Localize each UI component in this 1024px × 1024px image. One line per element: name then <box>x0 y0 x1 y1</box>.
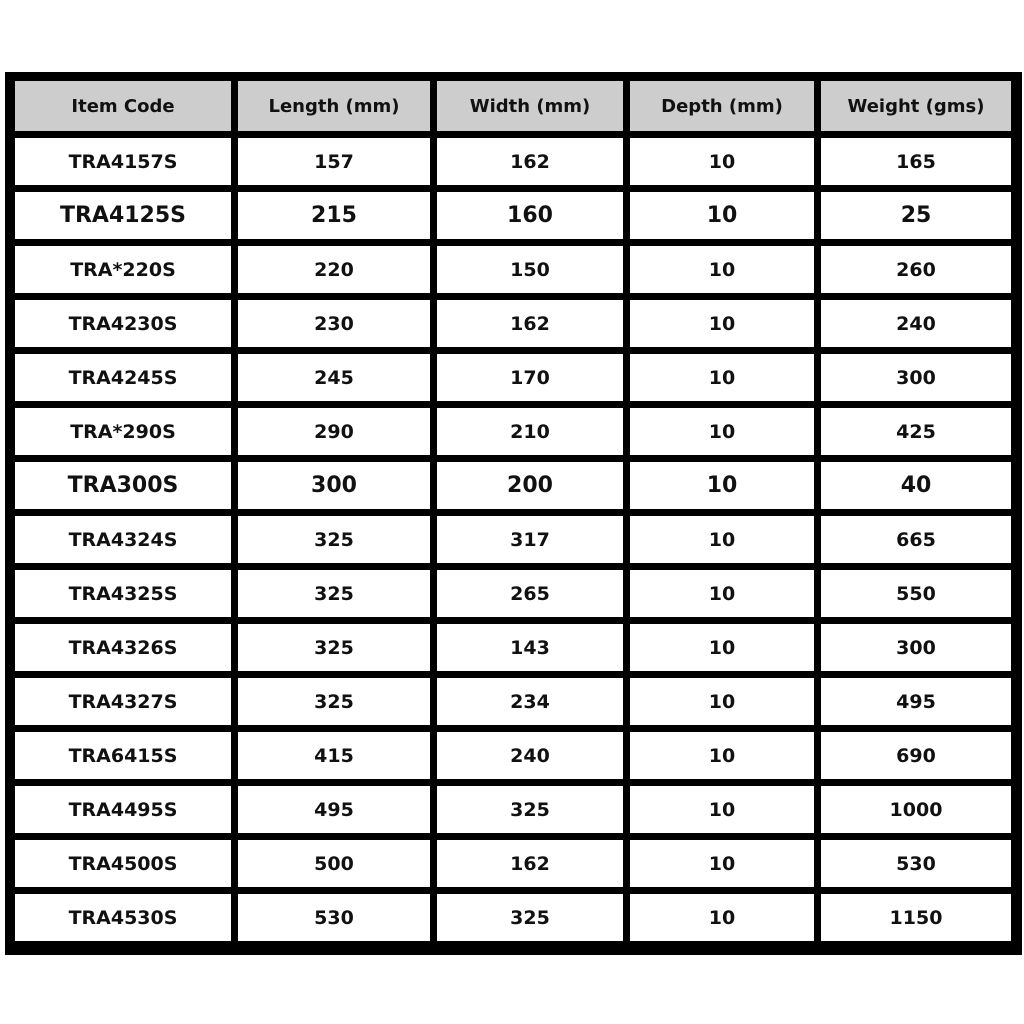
table-row <box>15 624 1013 671</box>
weight-cell: 1150 <box>821 894 1011 941</box>
depth-cell: 10 <box>630 246 814 293</box>
length-cell: 230 <box>238 300 430 347</box>
item-code-cell: TRA6415S <box>15 732 231 779</box>
depth-cell: 10 <box>630 138 814 185</box>
depth-cell: 10 <box>630 678 814 725</box>
length-cell: 495 <box>238 786 430 833</box>
table-row <box>15 408 1013 455</box>
item-code-cell: TRA4327S <box>15 678 231 725</box>
length-cell: 530 <box>238 894 430 941</box>
width-cell: 200 <box>437 462 623 509</box>
table-row <box>15 354 1013 401</box>
width-cell: 317 <box>437 516 623 563</box>
weight-cell: 300 <box>821 354 1011 401</box>
header-cell: Depth (mm) <box>630 81 814 131</box>
weight-cell: 425 <box>821 408 1011 455</box>
length-cell: 325 <box>238 516 430 563</box>
weight-cell: 550 <box>821 570 1011 617</box>
table-row <box>15 516 1013 563</box>
length-cell: 215 <box>238 192 430 239</box>
table-row <box>15 246 1013 293</box>
width-cell: 240 <box>437 732 623 779</box>
weight-cell: 25 <box>821 192 1011 239</box>
item-code-cell: TRA4500S <box>15 840 231 887</box>
width-cell: 150 <box>437 246 623 293</box>
item-code-cell: TRA4326S <box>15 624 231 671</box>
depth-cell: 10 <box>630 732 814 779</box>
depth-cell: 10 <box>630 408 814 455</box>
width-cell: 325 <box>437 786 623 833</box>
table-row <box>15 786 1013 833</box>
width-cell: 143 <box>437 624 623 671</box>
width-cell: 325 <box>437 894 623 941</box>
table-row <box>15 300 1013 347</box>
item-code-cell: TRA4324S <box>15 516 231 563</box>
weight-cell: 260 <box>821 246 1011 293</box>
depth-cell: 10 <box>630 462 814 509</box>
header-cell: Item Code <box>15 81 231 131</box>
length-cell: 157 <box>238 138 430 185</box>
table-header <box>15 81 1013 131</box>
table-row <box>15 840 1013 887</box>
weight-cell: 530 <box>821 840 1011 887</box>
depth-cell: 10 <box>630 516 814 563</box>
item-code-cell: TRA4325S <box>15 570 231 617</box>
item-code-cell: TRA4245S <box>15 354 231 401</box>
weight-cell: 165 <box>821 138 1011 185</box>
width-cell: 162 <box>437 138 623 185</box>
width-cell: 234 <box>437 678 623 725</box>
length-cell: 325 <box>238 624 430 671</box>
depth-cell: 10 <box>630 192 814 239</box>
item-code-cell: TRA4530S <box>15 894 231 941</box>
item-code-cell: TRA4157S <box>15 138 231 185</box>
item-code-cell: TRA300S <box>15 462 231 509</box>
width-cell: 210 <box>437 408 623 455</box>
table-row <box>15 732 1013 779</box>
weight-cell: 495 <box>821 678 1011 725</box>
width-cell: 170 <box>437 354 623 401</box>
depth-cell: 10 <box>630 300 814 347</box>
length-cell: 300 <box>238 462 430 509</box>
weight-cell: 690 <box>821 732 1011 779</box>
width-cell: 265 <box>437 570 623 617</box>
depth-cell: 10 <box>630 840 814 887</box>
table-row <box>15 570 1013 617</box>
header-cell: Width (mm) <box>437 81 623 131</box>
item-code-cell: TRA*290S <box>15 408 231 455</box>
length-cell: 245 <box>238 354 430 401</box>
length-cell: 325 <box>238 678 430 725</box>
depth-cell: 10 <box>630 894 814 941</box>
depth-cell: 10 <box>630 624 814 671</box>
table-row <box>15 678 1013 725</box>
weight-cell: 240 <box>821 300 1011 347</box>
item-code-cell: TRA4125S <box>15 192 231 239</box>
table-row <box>15 894 1013 941</box>
depth-cell: 10 <box>630 786 814 833</box>
weight-cell: 300 <box>821 624 1011 671</box>
weight-cell: 40 <box>821 462 1011 509</box>
length-cell: 325 <box>238 570 430 617</box>
header-cell: Weight (gms) <box>821 81 1011 131</box>
header-cell: Length (mm) <box>238 81 430 131</box>
table-row <box>15 192 1013 239</box>
length-cell: 415 <box>238 732 430 779</box>
length-cell: 220 <box>238 246 430 293</box>
weight-cell: 1000 <box>821 786 1011 833</box>
table-row <box>15 138 1013 185</box>
width-cell: 162 <box>437 300 623 347</box>
width-cell: 160 <box>437 192 623 239</box>
length-cell: 290 <box>238 408 430 455</box>
depth-cell: 10 <box>630 354 814 401</box>
item-code-cell: TRA4495S <box>15 786 231 833</box>
table-row <box>15 462 1013 509</box>
item-code-cell: TRA*220S <box>15 246 231 293</box>
width-cell: 162 <box>437 840 623 887</box>
item-code-cell: TRA4230S <box>15 300 231 347</box>
spec-table <box>5 72 1022 955</box>
length-cell: 500 <box>238 840 430 887</box>
depth-cell: 10 <box>630 570 814 617</box>
weight-cell: 665 <box>821 516 1011 563</box>
